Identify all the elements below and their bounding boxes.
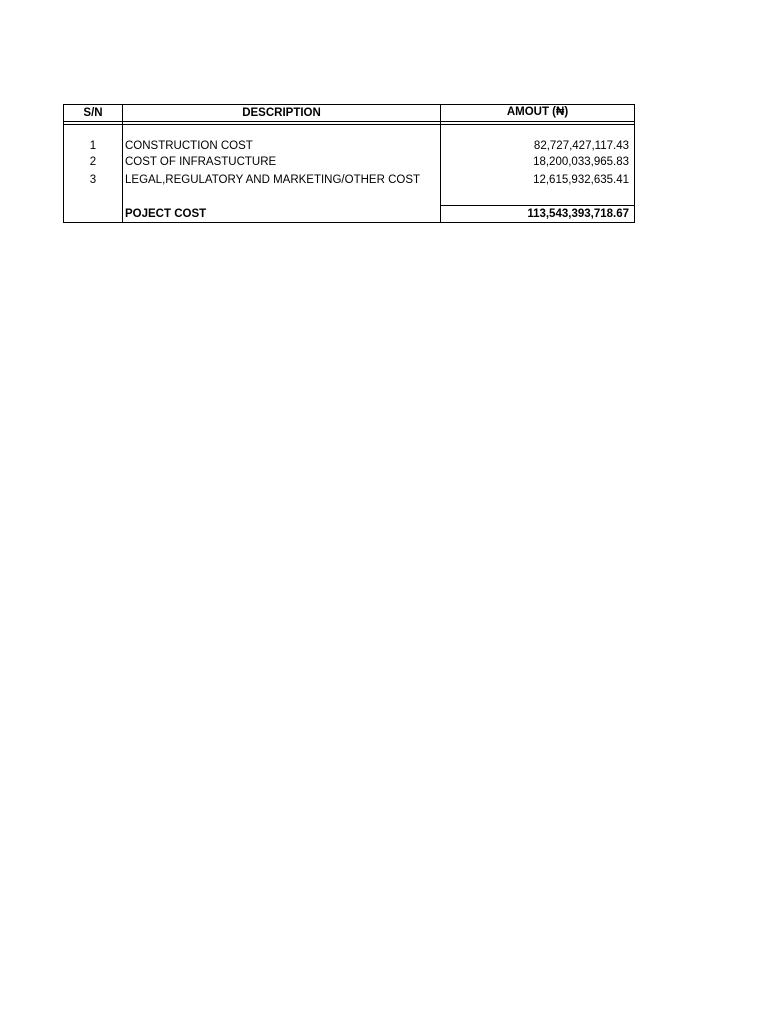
total-label: POJECT COST <box>125 208 207 220</box>
row-1-sn: 1 <box>89 140 97 152</box>
header-amount: AMOUT (₦) <box>506 106 569 118</box>
col-divider-1 <box>122 104 123 223</box>
row-2-amount: 18,200,033,965.83 <box>533 156 629 168</box>
row-3-description: LEGAL,REGULATORY AND MARKETING/OTHER COST <box>125 174 421 186</box>
row-1-description: CONSTRUCTION COST <box>125 140 253 152</box>
cost-table <box>63 104 635 223</box>
row-2-description: COST OF INFRASTUCTURE <box>125 156 277 168</box>
body-top-border <box>63 124 635 125</box>
row-3-amount: 12,615,932,635.41 <box>533 174 629 186</box>
header-description: DESCRIPTION <box>242 107 321 119</box>
total-amount: 113,543,393,718.67 <box>527 208 629 220</box>
header-sn: S/N <box>83 107 103 119</box>
row-3-sn: 3 <box>89 174 97 186</box>
header-bottom-border <box>63 121 635 122</box>
row-2-sn: 2 <box>89 156 97 168</box>
bottom-border <box>63 222 635 223</box>
row-1-amount: 82,727,427,117.43 <box>533 140 629 152</box>
